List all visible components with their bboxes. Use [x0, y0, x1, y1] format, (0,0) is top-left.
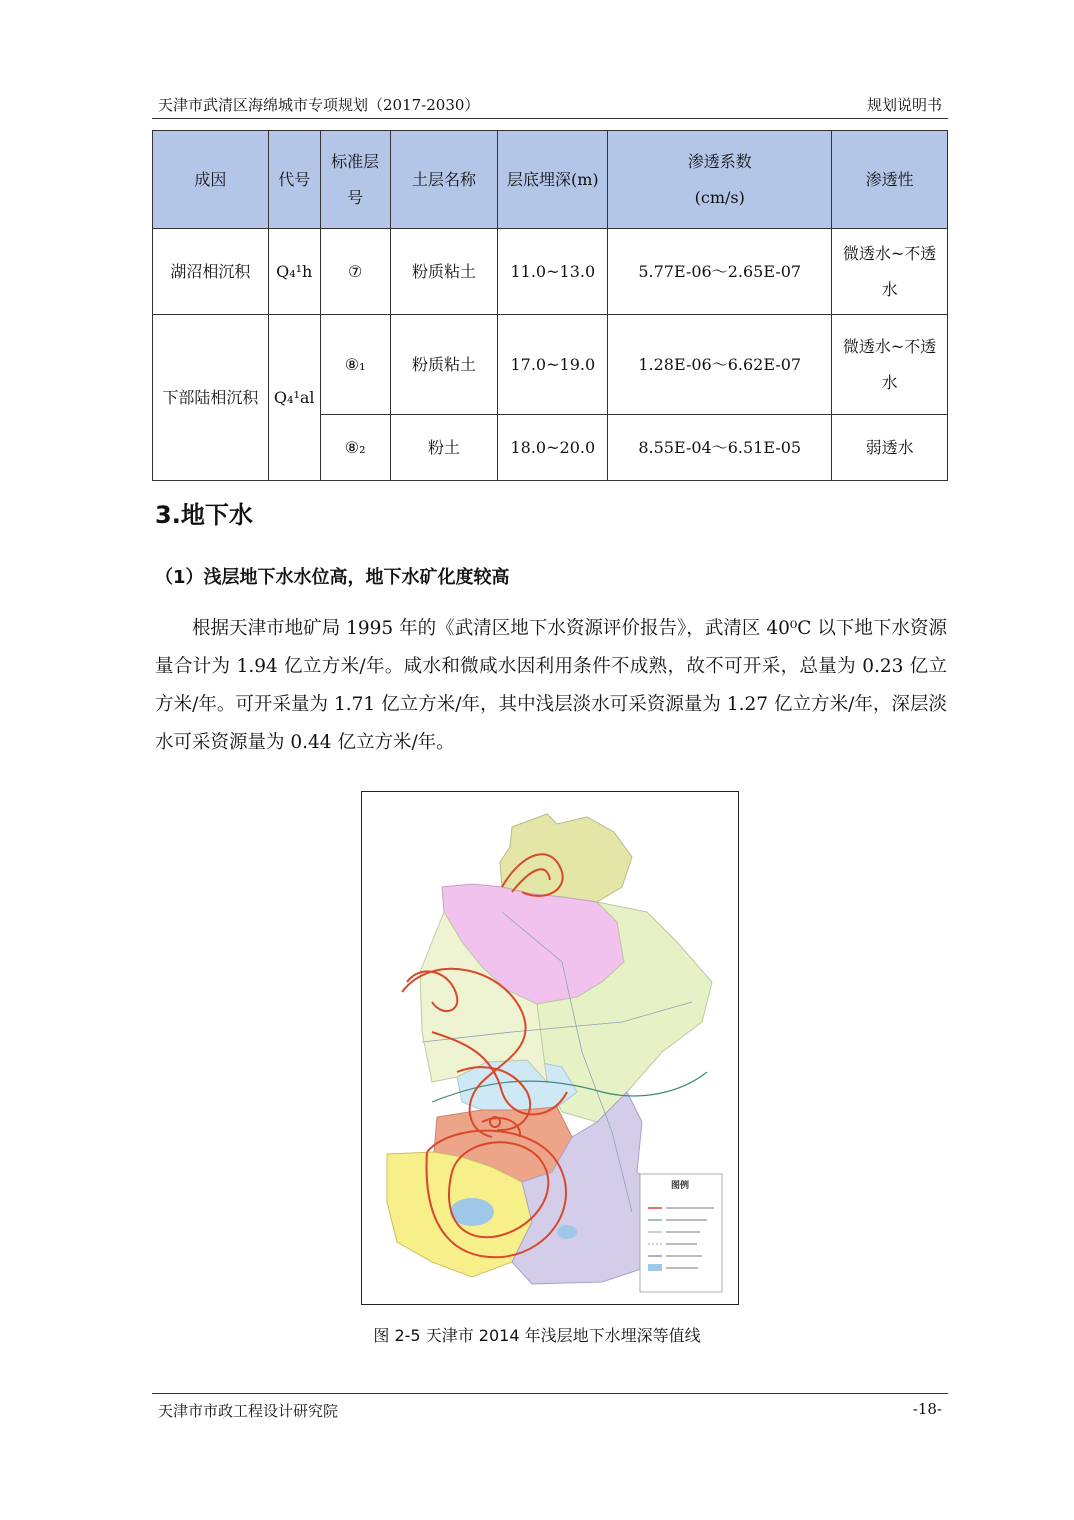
body-paragraph: 根据天津市地矿局 1995 年的《武清区地下水资源评价报告》，武清区 40⁰C 以下地下水资源量合计为 1.94 亿立方米/年。咸水和微咸水因利用条件不成熟，故不可开采，总量为 0.23 亿立方米/年。可开采量为 1.71 亿立方米/年，其中浅层淡水可采资源量为 1.27 亿立方米/年，深层淡水可采资源量为 0.44 亿立方米/年。 — [155, 618, 947, 753]
legend-title: 图例 — [671, 1181, 690, 1191]
table-row — [153, 229, 948, 315]
layer-cell: ⑧₁ — [320, 315, 390, 415]
map-lake — [557, 1225, 577, 1239]
section-heading: 3.地下水 — [155, 501, 253, 529]
depth-cell: 17.0~19.0 — [498, 315, 608, 415]
coef-cell: 5.77E-06～2.65E-07 — [608, 229, 832, 315]
layer-cell: ⑦ — [320, 229, 390, 315]
table-header-row — [153, 131, 948, 229]
organization-name: 天津市市政工程设计研究院 — [158, 1402, 339, 1420]
perm-cell: 弱透水 — [832, 415, 948, 481]
map-figure-image — [362, 792, 738, 1304]
table-header-cell: 渗透性 — [832, 131, 948, 229]
table-header-cell: 标准层号 — [320, 131, 390, 229]
soil-cell: 粉土 — [390, 415, 498, 481]
perm-cell: 微透水~不透水 — [832, 229, 948, 315]
document-type: 规划说明书 — [866, 96, 942, 114]
table-row — [153, 315, 948, 415]
subsection-heading: （1）浅层地下水水位高，地下水矿化度较高 — [155, 567, 510, 588]
soil-layer-table — [152, 130, 948, 481]
document-title: 天津市武清区海绵城市专项规划（2017-2030） — [158, 96, 480, 114]
page-number: -18- — [912, 1400, 942, 1418]
origin-cell: 下部陆相沉积 — [153, 315, 269, 481]
table-header-cell: 层底埋深(m) — [498, 131, 608, 229]
groundwater-contour-map — [361, 791, 739, 1305]
map-region-north — [500, 814, 632, 902]
coef-cell: 8.55E-04～6.51E-05 — [608, 415, 832, 481]
figure-caption: 图 2-5 天津市 2014 年浅层地下水埋深等值线 — [373, 1326, 701, 1345]
perm-cell: 微透水~不透水 — [832, 315, 948, 415]
layer-cell: ⑧₂ — [320, 415, 390, 481]
coef-cell: 1.28E-06～6.62E-07 — [608, 315, 832, 415]
table-header-cell: 土层名称 — [390, 131, 498, 229]
depth-cell: 11.0~13.0 — [498, 229, 608, 315]
table-header-cell: 代号 — [268, 131, 320, 229]
table-header-cell: 成因 — [153, 131, 269, 229]
code-cell: Q₄¹al — [268, 315, 320, 481]
soil-cell: 粉质粘土 — [390, 229, 498, 315]
map-legend — [640, 1174, 722, 1292]
depth-cell: 18.0~20.0 — [498, 415, 608, 481]
page-footer — [152, 1393, 948, 1424]
code-cell: Q₄¹h — [268, 229, 320, 315]
origin-cell: 湖沼相沉积 — [153, 229, 269, 315]
soil-cell: 粉质粘土 — [390, 315, 498, 415]
table-header-cell: 渗透系数(cm/s) — [608, 131, 832, 229]
page-header — [152, 90, 948, 119]
